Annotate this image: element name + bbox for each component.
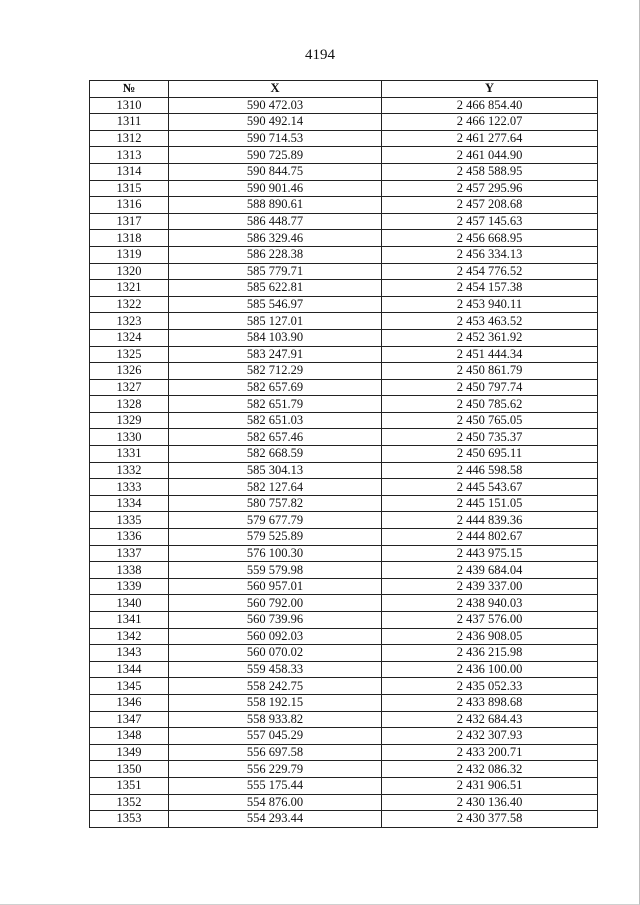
- cell-y: 2 450 695.11: [382, 446, 598, 463]
- cell-x: 582 651.79: [169, 396, 382, 413]
- cell-y: 2 433 200.71: [382, 744, 598, 761]
- cell-number: 1315: [90, 180, 169, 197]
- cell-y: 2 430 136.40: [382, 794, 598, 811]
- cell-y: 2 432 307.93: [382, 728, 598, 745]
- cell-number: 1312: [90, 130, 169, 147]
- table-row: [90, 180, 598, 197]
- cell-y: 2 457 295.96: [382, 180, 598, 197]
- table-row: [90, 794, 598, 811]
- cell-x: 585 304.13: [169, 462, 382, 479]
- cell-x: 556 229.79: [169, 761, 382, 778]
- cell-x: 586 448.77: [169, 213, 382, 230]
- cell-x: 582 651.03: [169, 412, 382, 429]
- table-header-row: [90, 81, 598, 98]
- cell-y: 2 450 861.79: [382, 363, 598, 380]
- table-row: [90, 147, 598, 164]
- cell-y: 2 445 543.67: [382, 479, 598, 496]
- cell-x: 554 876.00: [169, 794, 382, 811]
- table-row: [90, 562, 598, 579]
- cell-number: 1351: [90, 777, 169, 794]
- cell-number: 1345: [90, 678, 169, 695]
- cell-y: 2 439 337.00: [382, 578, 598, 595]
- coordinates-table: [89, 80, 598, 828]
- cell-number: 1320: [90, 263, 169, 280]
- cell-number: 1353: [90, 811, 169, 828]
- cell-number: 1338: [90, 562, 169, 579]
- cell-y: 2 454 157.38: [382, 280, 598, 297]
- cell-number: 1316: [90, 197, 169, 214]
- table-row: [90, 512, 598, 529]
- cell-number: 1318: [90, 230, 169, 247]
- cell-x: 558 933.82: [169, 711, 382, 728]
- cell-y: 2 457 145.63: [382, 213, 598, 230]
- table-row: [90, 462, 598, 479]
- cell-y: 2 446 598.58: [382, 462, 598, 479]
- cell-y: 2 450 797.74: [382, 379, 598, 396]
- cell-x: 590 844.75: [169, 163, 382, 180]
- cell-number: 1323: [90, 313, 169, 330]
- cell-x: 560 957.01: [169, 578, 382, 595]
- cell-y: 2 436 100.00: [382, 661, 598, 678]
- page-number: 4194: [305, 47, 335, 63]
- cell-number: 1321: [90, 280, 169, 297]
- cell-x: 558 242.75: [169, 678, 382, 695]
- table-row: [90, 213, 598, 230]
- table-row: [90, 545, 598, 562]
- cell-x: 585 622.81: [169, 280, 382, 297]
- cell-x: 560 792.00: [169, 595, 382, 612]
- cell-number: 1339: [90, 578, 169, 595]
- cell-x: 579 677.79: [169, 512, 382, 529]
- cell-x: 560 092.03: [169, 628, 382, 645]
- cell-number: 1328: [90, 396, 169, 413]
- cell-x: 557 045.29: [169, 728, 382, 745]
- table-row: [90, 495, 598, 512]
- cell-y: 2 456 668.95: [382, 230, 598, 247]
- cell-x: 554 293.44: [169, 811, 382, 828]
- cell-x: 576 100.30: [169, 545, 382, 562]
- cell-x: 586 329.46: [169, 230, 382, 247]
- cell-x: 585 127.01: [169, 313, 382, 330]
- cell-x: 559 458.33: [169, 661, 382, 678]
- table-row: [90, 761, 598, 778]
- table-row: [90, 396, 598, 413]
- cell-number: 1325: [90, 346, 169, 363]
- table-row: [90, 197, 598, 214]
- table-row: [90, 346, 598, 363]
- cell-number: 1343: [90, 645, 169, 662]
- cell-y: 2 452 361.92: [382, 329, 598, 346]
- cell-y: 2 458 588.95: [382, 163, 598, 180]
- cell-number: 1337: [90, 545, 169, 562]
- cell-number: 1324: [90, 329, 169, 346]
- table-row: [90, 130, 598, 147]
- cell-x: 590 901.46: [169, 180, 382, 197]
- cell-number: 1311: [90, 114, 169, 131]
- cell-number: 1350: [90, 761, 169, 778]
- cell-y: 2 454 776.52: [382, 263, 598, 280]
- cell-y: 2 443 975.15: [382, 545, 598, 562]
- column-header-x: X: [169, 81, 382, 98]
- cell-x: 585 546.97: [169, 296, 382, 313]
- cell-y: 2 450 765.05: [382, 412, 598, 429]
- table-row: [90, 612, 598, 629]
- cell-number: 1341: [90, 612, 169, 629]
- cell-number: 1346: [90, 694, 169, 711]
- table-row: [90, 446, 598, 463]
- table-row: [90, 163, 598, 180]
- cell-x: 582 712.29: [169, 363, 382, 380]
- cell-number: 1310: [90, 97, 169, 114]
- table-row: [90, 379, 598, 396]
- cell-y: 2 450 785.62: [382, 396, 598, 413]
- cell-y: 2 438 940.03: [382, 595, 598, 612]
- cell-x: 579 525.89: [169, 529, 382, 546]
- cell-x: 560 739.96: [169, 612, 382, 629]
- cell-number: 1331: [90, 446, 169, 463]
- table-row: [90, 744, 598, 761]
- cell-x: 590 472.03: [169, 97, 382, 114]
- cell-number: 1317: [90, 213, 169, 230]
- cell-number: 1336: [90, 529, 169, 546]
- cell-x: 584 103.90: [169, 329, 382, 346]
- cell-x: 588 890.61: [169, 197, 382, 214]
- cell-number: 1314: [90, 163, 169, 180]
- column-header-y: Y: [382, 81, 598, 98]
- table-row: [90, 114, 598, 131]
- table-row: [90, 595, 598, 612]
- table-row: [90, 429, 598, 446]
- cell-x: 558 192.15: [169, 694, 382, 711]
- table-row: [90, 363, 598, 380]
- table-row: [90, 230, 598, 247]
- cell-y: 2 432 086.32: [382, 761, 598, 778]
- cell-number: 1344: [90, 661, 169, 678]
- cell-x: 582 127.64: [169, 479, 382, 496]
- cell-y: 2 431 906.51: [382, 777, 598, 794]
- cell-x: 582 657.46: [169, 429, 382, 446]
- cell-x: 590 725.89: [169, 147, 382, 164]
- cell-x: 582 668.59: [169, 446, 382, 463]
- cell-x: 585 779.71: [169, 263, 382, 280]
- cell-x: 590 492.14: [169, 114, 382, 131]
- table-row: [90, 811, 598, 828]
- table-row: [90, 645, 598, 662]
- cell-number: 1334: [90, 495, 169, 512]
- column-header-number: №: [90, 81, 169, 98]
- table-row: [90, 263, 598, 280]
- cell-x: 582 657.69: [169, 379, 382, 396]
- cell-x: 583 247.91: [169, 346, 382, 363]
- cell-y: 2 461 044.90: [382, 147, 598, 164]
- table-row: [90, 479, 598, 496]
- cell-number: 1329: [90, 412, 169, 429]
- cell-number: 1348: [90, 728, 169, 745]
- cell-number: 1313: [90, 147, 169, 164]
- cell-y: 2 430 377.58: [382, 811, 598, 828]
- cell-y: 2 437 576.00: [382, 612, 598, 629]
- cell-y: 2 436 908.05: [382, 628, 598, 645]
- cell-number: 1335: [90, 512, 169, 529]
- cell-x: 560 070.02: [169, 645, 382, 662]
- cell-x: 590 714.53: [169, 130, 382, 147]
- cell-number: 1342: [90, 628, 169, 645]
- table-row: [90, 628, 598, 645]
- cell-x: 559 579.98: [169, 562, 382, 579]
- table-row: [90, 678, 598, 695]
- cell-number: 1349: [90, 744, 169, 761]
- cell-y: 2 461 277.64: [382, 130, 598, 147]
- cell-y: 2 436 215.98: [382, 645, 598, 662]
- cell-number: 1332: [90, 462, 169, 479]
- cell-number: 1326: [90, 363, 169, 380]
- table-row: [90, 412, 598, 429]
- cell-y: 2 453 463.52: [382, 313, 598, 330]
- cell-x: 586 228.38: [169, 246, 382, 263]
- cell-number: 1340: [90, 595, 169, 612]
- table-row: [90, 529, 598, 546]
- table-row: [90, 711, 598, 728]
- table-row: [90, 97, 598, 114]
- cell-y: 2 432 684.43: [382, 711, 598, 728]
- cell-y: 2 457 208.68: [382, 197, 598, 214]
- table-row: [90, 661, 598, 678]
- cell-y: 2 444 839.36: [382, 512, 598, 529]
- table-row: [90, 578, 598, 595]
- cell-x: 580 757.82: [169, 495, 382, 512]
- table-row: [90, 329, 598, 346]
- cell-number: 1347: [90, 711, 169, 728]
- table-row: [90, 296, 598, 313]
- cell-y: 2 439 684.04: [382, 562, 598, 579]
- cell-y: 2 466 122.07: [382, 114, 598, 131]
- table-row: [90, 728, 598, 745]
- cell-y: 2 433 898.68: [382, 694, 598, 711]
- table-row: [90, 246, 598, 263]
- cell-y: 2 451 444.34: [382, 346, 598, 363]
- cell-y: 2 456 334.13: [382, 246, 598, 263]
- table-row: [90, 280, 598, 297]
- cell-y: 2 445 151.05: [382, 495, 598, 512]
- table-row: [90, 694, 598, 711]
- cell-number: 1352: [90, 794, 169, 811]
- cell-number: 1322: [90, 296, 169, 313]
- cell-number: 1327: [90, 379, 169, 396]
- cell-y: 2 444 802.67: [382, 529, 598, 546]
- cell-y: 2 466 854.40: [382, 97, 598, 114]
- table-row: [90, 313, 598, 330]
- cell-x: 555 175.44: [169, 777, 382, 794]
- cell-number: 1333: [90, 479, 169, 496]
- cell-y: 2 435 052.33: [382, 678, 598, 695]
- table-body: [90, 97, 598, 827]
- cell-y: 2 450 735.37: [382, 429, 598, 446]
- cell-x: 556 697.58: [169, 744, 382, 761]
- cell-number: 1330: [90, 429, 169, 446]
- cell-y: 2 453 940.11: [382, 296, 598, 313]
- table-row: [90, 777, 598, 794]
- cell-number: 1319: [90, 246, 169, 263]
